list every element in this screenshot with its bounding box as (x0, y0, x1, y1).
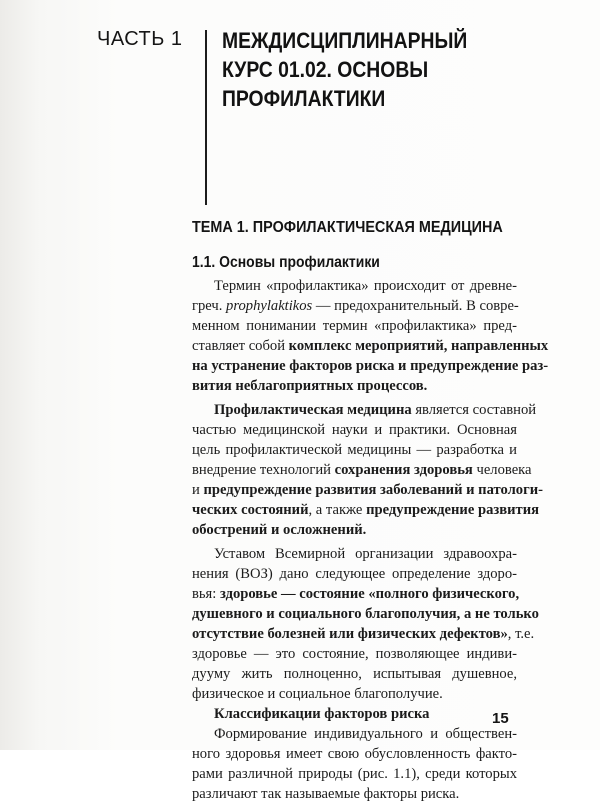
p3-line-8: физическое и социальное благополучие. (192, 686, 443, 702)
p3-line-1: Уставом Всемирной организации здравоохра- (214, 546, 517, 562)
p2-line-5: и предупреждение развития заболеваний и патологи- (192, 482, 543, 498)
part-label: ЧАСТЬ 1 (97, 28, 183, 50)
p4-line-2: ного здоровья имеет свою обусловленность факто- (192, 746, 517, 762)
topic-title: ТЕМА 1. ПРОФИЛАКТИЧЕСКАЯ МЕДИЦИНА (192, 219, 503, 236)
p4-line-3: рами различной природы (рис. 1.1), среди которых (192, 766, 517, 782)
p1-line-6: вития неблагоприятных процессов. (192, 378, 428, 394)
section-title: 1.1. Основы профилактики (192, 254, 380, 271)
p4-line-1: Формирование индивидуального и обществен- (214, 726, 517, 742)
p1-line-2: греч. prophylaktikos — предохранительный. В совре- (192, 298, 519, 314)
part-title (222, 26, 480, 113)
p2-line-3: цель профилактической медицины — разработка и (192, 442, 517, 458)
p2-line-6: ческих состояний, а также предупреждение развития (192, 502, 539, 518)
part-title-line-1: МЕЖДИСЦИПЛИНАРНЫЙ (222, 28, 468, 53)
p3-line-6: здоровье — это состояние, позволяющее индиви- (192, 646, 517, 662)
p1-line-1: Термин «профилактика» происходит от древне- (214, 278, 517, 294)
part-title-line-2: КУРС 01.02. ОСНОВЫ (222, 57, 429, 82)
p2-line-4: внедрение технологий сохранения здоровья человека (192, 462, 532, 478)
p2-line-2: частью медицинской науки и практики. Основная (192, 422, 517, 438)
p3-line-3: вья: здоровье — состояние «полного физического, (192, 586, 520, 602)
p1-line-5: на устранение факторов риска и предупреждение раз- (192, 358, 549, 374)
p3-line-4: душевного и социального благополучия, а не только (192, 606, 539, 622)
part-title-line-3: ПРОФИЛАКТИКИ (222, 86, 386, 111)
body-text (192, 276, 549, 804)
p2-line-7: обострений и осложнений. (192, 522, 367, 538)
p3-line-2: нения (ВОЗ) дано следующее определение здоро- (192, 566, 517, 582)
subheading: Классификации факторов риска (214, 706, 430, 722)
p2-line-1: Профилактическая медицина является составной (214, 402, 537, 418)
page-number: 15 (492, 710, 509, 727)
vertical-divider (205, 30, 207, 205)
greek-term: prophylaktikos (226, 298, 313, 314)
p4-line-4: различают так называемые факторы риска. (192, 786, 460, 802)
p3-line-7: дууму жить полноценно, испытывая душевное, (192, 666, 517, 682)
p3-line-5: отсутствие болезней или физических дефектов», т.е. (192, 626, 535, 642)
p1-line-3: менном понимании термин «профилактика» пред- (192, 318, 517, 334)
p1-line-4: ставляет собой комплекс мероприятий, направленных (192, 338, 549, 354)
